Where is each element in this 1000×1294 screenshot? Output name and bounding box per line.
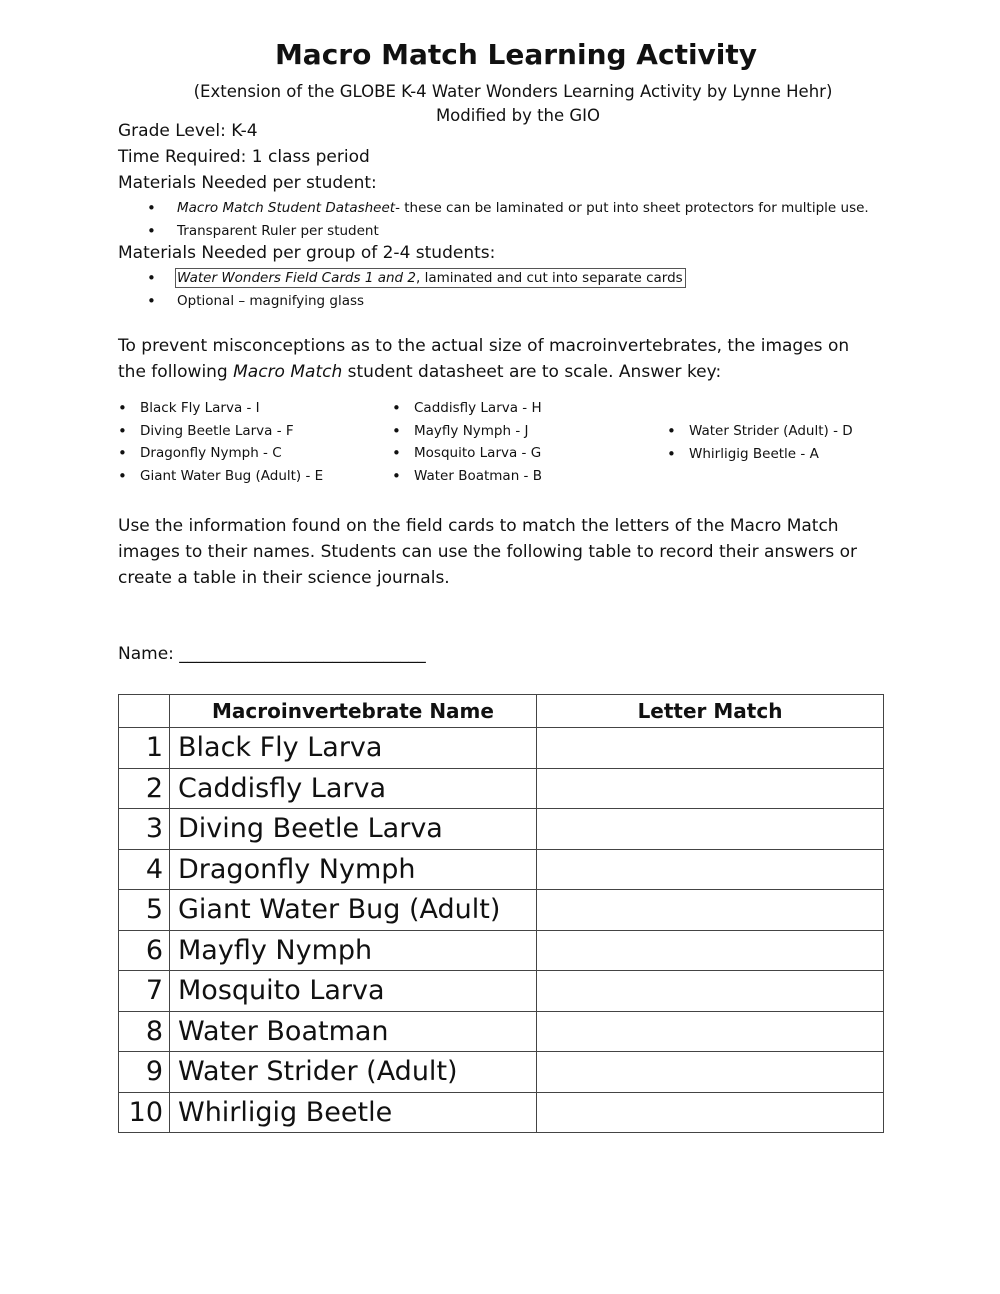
macroinvertebrate-name: Black Fly Larva xyxy=(170,728,537,769)
materials-group-list xyxy=(147,268,684,313)
ruler-item: Transparent Ruler per student xyxy=(177,222,379,239)
letter-match-cell[interactable] xyxy=(537,890,884,931)
table-header-row xyxy=(119,695,884,728)
table-row xyxy=(119,728,884,769)
field-cards-title: Water Wonders Field Cards 1 and 2 xyxy=(177,270,416,286)
answer-key-item: • Giant Water Bug (Adult) - E xyxy=(118,466,323,489)
list-item xyxy=(147,268,684,291)
header-number xyxy=(119,695,170,728)
table-row xyxy=(119,930,884,971)
letter-match-cell[interactable] xyxy=(537,971,884,1012)
letter-match-cell[interactable] xyxy=(537,768,884,809)
datasheet-note: - these can be laminated or put into sheet protectors for multiple use. xyxy=(395,200,869,216)
row-number: 6 xyxy=(119,930,170,971)
answer-key-item: • Water Boatman - B xyxy=(392,466,542,489)
macroinvertebrate-name: Caddisfly Larva xyxy=(170,768,537,809)
intro-line-2: the following Macro Match student datasheet are to scale. Answer key: xyxy=(118,362,722,382)
table-row xyxy=(119,1011,884,1052)
macroinvertebrate-name: Water Strider (Adult) xyxy=(170,1052,537,1093)
materials-student-heading: Materials Needed per student: xyxy=(118,173,377,193)
materials-student-list xyxy=(147,198,869,243)
header-name: Macroinvertebrate Name xyxy=(170,695,537,728)
answer-key-item: • Black Fly Larva - I xyxy=(118,398,323,421)
intro-paragraph xyxy=(118,333,908,385)
letter-match-cell[interactable] xyxy=(537,1092,884,1133)
table-row xyxy=(119,890,884,931)
letter-match-cell[interactable] xyxy=(537,930,884,971)
answer-key-item: • Dragonfly Nymph - C xyxy=(118,443,323,466)
row-number: 7 xyxy=(119,971,170,1012)
letter-match-cell[interactable] xyxy=(537,849,884,890)
macroinvertebrate-name: Mayfly Nymph xyxy=(170,930,537,971)
table-row xyxy=(119,971,884,1012)
row-number: 8 xyxy=(119,1011,170,1052)
answer-key-column-1 xyxy=(118,398,323,488)
row-number: 3 xyxy=(119,809,170,850)
macroinvertebrate-name: Dragonfly Nymph xyxy=(170,849,537,890)
datasheet-title: Macro Match Student Datasheet xyxy=(177,200,396,216)
materials-group-heading: Materials Needed per group of 2-4 students: xyxy=(118,243,496,263)
answer-key-item: • Mosquito Larva - G xyxy=(392,443,542,466)
table-row xyxy=(119,809,884,850)
list-item xyxy=(147,291,684,314)
page-title: Macro Match Learning Activity xyxy=(274,38,758,71)
list-item xyxy=(147,221,869,244)
row-number: 5 xyxy=(119,890,170,931)
letter-match-cell[interactable] xyxy=(537,1011,884,1052)
answer-key-item: • Caddisfly Larva - H xyxy=(392,398,542,421)
table-row xyxy=(119,849,884,890)
answer-key-item: • Mayfly Nymph - J xyxy=(392,421,542,444)
row-number: 9 xyxy=(119,1052,170,1093)
field-cards-item xyxy=(177,270,684,286)
answer-key-column-2 xyxy=(392,398,542,488)
grade-level: Grade Level: K-4 xyxy=(118,121,258,141)
row-number: 2 xyxy=(119,768,170,809)
magnifying-glass-item: Optional – magnifying glass xyxy=(177,292,365,309)
answer-key-item: • Diving Beetle Larva - F xyxy=(118,421,323,444)
row-number: 1 xyxy=(119,728,170,769)
table-row xyxy=(119,768,884,809)
row-number: 10 xyxy=(119,1092,170,1133)
list-item xyxy=(147,198,869,221)
answer-key-item: • Water Strider (Adult) - D xyxy=(667,421,853,444)
macroinvertebrate-name: Giant Water Bug (Adult) xyxy=(170,890,537,931)
answer-key-column-3 xyxy=(667,421,853,466)
macroinvertebrate-name: Whirligig Beetle xyxy=(170,1092,537,1133)
macroinvertebrate-name: Diving Beetle Larva xyxy=(170,809,537,850)
answer-key-item: • Whirligig Beetle - A xyxy=(667,444,853,467)
letter-match-cell[interactable] xyxy=(537,809,884,850)
intro-line-1: To prevent misconceptions as to the actual size of macroinvertebrates, the images on xyxy=(118,336,850,356)
macroinvertebrate-name: Mosquito Larva xyxy=(170,971,537,1012)
table-row xyxy=(119,1052,884,1093)
name-field[interactable]: Name: _____________________________ xyxy=(118,644,426,664)
macro-match-title: Macro Match xyxy=(233,362,343,382)
row-number: 4 xyxy=(119,849,170,890)
field-cards-note: , laminated and cut into separate cards xyxy=(415,270,683,286)
letter-match-cell[interactable] xyxy=(537,728,884,769)
instructions-paragraph: Use the information found on the field cards to match the letters of the Macro Match images to their names. Students can use the following table to record their answers or create a table in their science journals. xyxy=(118,516,858,588)
table-row xyxy=(119,1092,884,1133)
answer-table xyxy=(118,694,884,1133)
macroinvertebrate-name: Water Boatman xyxy=(170,1011,537,1052)
letter-match-cell[interactable] xyxy=(537,1052,884,1093)
time-required: Time Required: 1 class period xyxy=(118,147,370,167)
page-subtitle: (Extension of the GLOBE K-4 Water Wonders Learning Activity by Lynne Hehr) xyxy=(193,82,833,101)
header-letter-match: Letter Match xyxy=(537,695,884,728)
modified-by: Modified by the GIO xyxy=(435,106,601,125)
